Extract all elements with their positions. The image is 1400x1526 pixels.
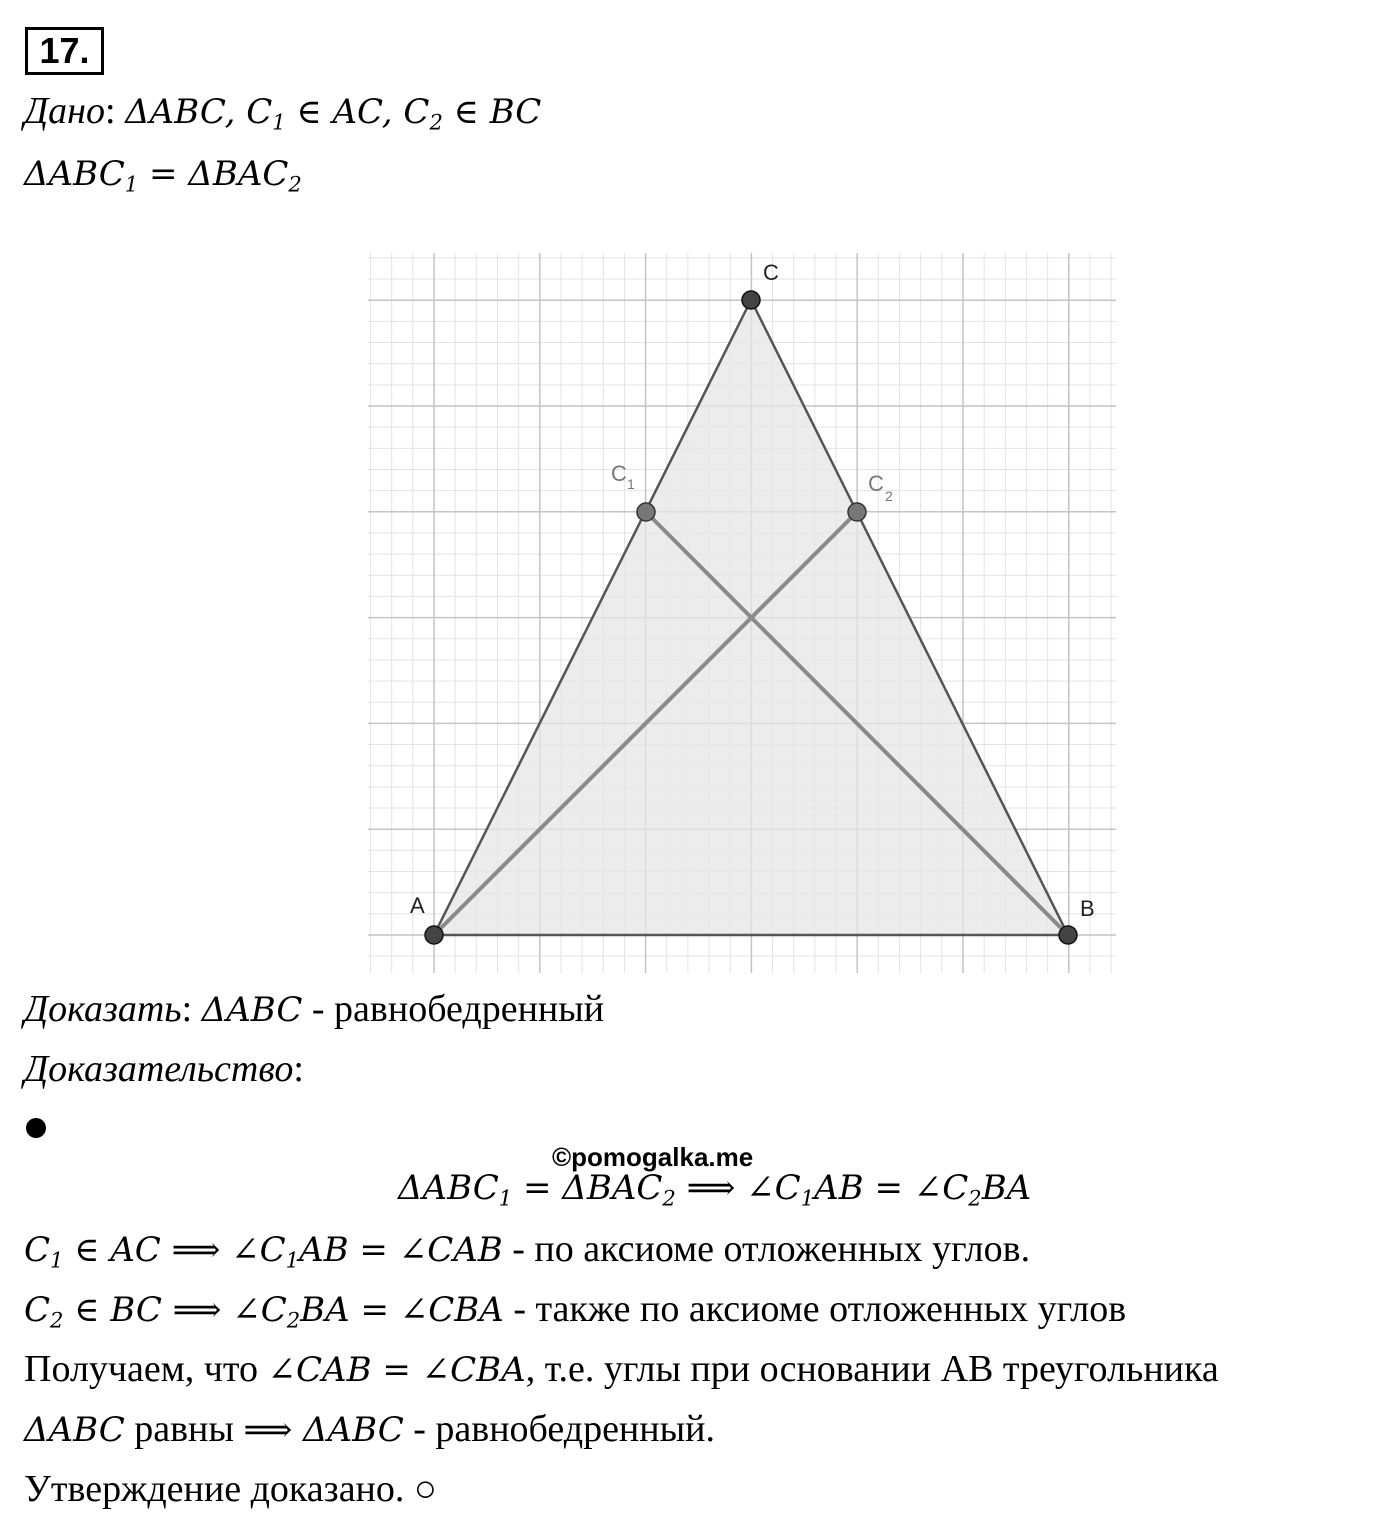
point-c — [742, 291, 760, 309]
label-a: A — [410, 893, 425, 918]
point-a — [425, 926, 443, 944]
proof-step-4: Получаем, что ∠CAB = ∠CBA, т.е. углы при основании АВ треугольника — [24, 1348, 1219, 1390]
given-label: Дано — [24, 90, 106, 132]
prove-label: Доказать — [24, 988, 182, 1030]
point-c2 — [848, 503, 866, 521]
label-c1: C — [611, 461, 627, 486]
label-c2-sub: 2 — [885, 488, 893, 504]
proof-label: Доказательство — [24, 1048, 294, 1090]
point-c1 — [637, 503, 655, 521]
point-b — [1059, 926, 1077, 944]
given-line-2 — [24, 150, 302, 207]
label-c1-sub: 1 — [627, 476, 635, 492]
bullet — [26, 1118, 46, 1138]
prove-text: - равнобедренный — [302, 988, 605, 1030]
proof-step-3: $C_2$ ∈ BC ⟹ $\angle C_2BA$ = ∠CBA - также по аксиоме отложенных углов — [24, 1288, 1127, 1333]
given-line-1: Дано: ΔABC, $C_1$ ∈ AC, $C_2$ ∈ BC — [24, 90, 542, 135]
proof-heading: Доказательство: — [24, 1048, 304, 1090]
prove-math: ΔABC — [201, 990, 303, 1030]
proof-step-1: $\Delta ABC_1 = \Delta BAC_2$ ⟹ $\angle C_1AB$ = $\angle C_2BA$ — [398, 1168, 1032, 1211]
triangle-figure — [368, 253, 1116, 973]
label-c: C — [763, 260, 779, 285]
proof-step-5: ΔABC равны ⟹ ΔABC - равнобедренный. — [24, 1408, 715, 1450]
prove-line: Доказать: ΔABC - равнобедренный — [24, 988, 605, 1030]
proof-step-2: $C_1$ ∈ AC ⟹ $\angle C_1AB$ = ∠CAB - по аксиоме отложенных углов. — [24, 1228, 1031, 1273]
watermark: ©pomogalka.me — [552, 1142, 754, 1172]
label-b: B — [1080, 896, 1095, 921]
given-math-2: $\Delta ABC_1 = \Delta BAC_2$ — [24, 154, 302, 197]
problem-number: 17. — [25, 27, 104, 75]
given-math-1: ΔABC, $C_1$ ∈ AC, $C_2$ ∈ BC — [125, 92, 542, 135]
label-c2: C — [868, 471, 884, 496]
proof-conclusion: Утверждение доказано. ○ — [24, 1468, 437, 1510]
